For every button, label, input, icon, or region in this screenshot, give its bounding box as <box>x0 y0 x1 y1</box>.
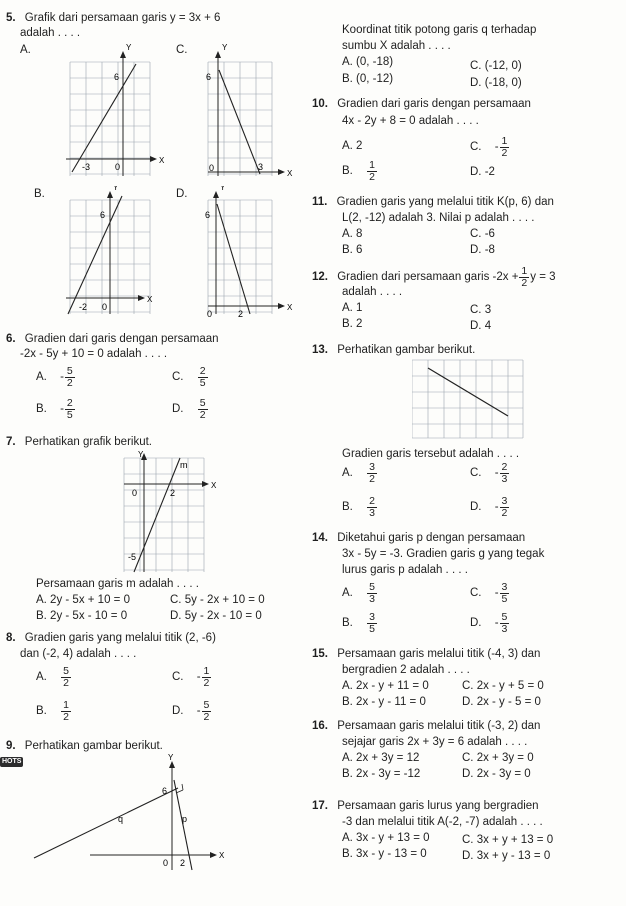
q8-option-d-denominator: 2 <box>203 710 210 723</box>
q11-stem <box>312 196 554 210</box>
q5-graph-a-xlabel: X <box>159 156 165 165</box>
q6-option-d-fraction <box>198 398 208 420</box>
q6-option-a-letter: A. <box>36 371 47 384</box>
q5-graph-d-y-arrow <box>213 191 219 198</box>
q7-graph-origin: 0 <box>132 488 138 498</box>
q13-option-b-fraction <box>367 496 377 518</box>
q6-option-b-denominator: 5 <box>66 408 73 421</box>
q9-number: 9. <box>6 740 16 752</box>
q10-stem-line1: Gradien dari garis dengan persamaan <box>337 98 531 110</box>
q5-stem <box>6 12 220 26</box>
q7-graph-line-label: m <box>180 460 188 470</box>
q7-option-b[interactable]: B. 2y - 5x - 10 = 0 <box>36 610 128 622</box>
q13-number: 13. <box>312 344 328 356</box>
q6-option-b[interactable] <box>36 398 76 420</box>
q14-option-a-numerator: 5 <box>369 581 375 593</box>
q6-option-d-numerator: 5 <box>199 397 206 409</box>
q14-option-b-numerator: 3 <box>369 611 375 623</box>
q14-option-c-letter: C. <box>470 587 482 600</box>
q9-graph-line-q <box>34 788 178 858</box>
q13-option-d-sign: - <box>494 501 499 514</box>
q16-option-c[interactable]: C. 2x + 3y = 0 <box>462 752 534 764</box>
q14-option-d[interactable] <box>470 612 510 634</box>
q8-option-a-letter: A. <box>36 671 47 684</box>
q5-graph-c-x-arrow <box>278 169 285 175</box>
q8-option-a[interactable] <box>36 666 72 688</box>
q13-option-b-letter: B. <box>342 501 353 514</box>
q8-stem-line1: Gradien garis yang melalui titik (2, -6) <box>24 632 216 644</box>
q10-stem <box>312 98 531 112</box>
q5-graph-c-origin: 0 <box>209 163 215 173</box>
q10-option-b-numerator: 1 <box>369 159 375 171</box>
q5-graph-b-xlabel: X <box>147 295 153 304</box>
q6-number: 6. <box>6 333 16 345</box>
q16-option-a[interactable]: A. 2x + 3y = 12 <box>342 752 420 764</box>
q15-number: 15. <box>312 648 328 660</box>
q12-option-a[interactable]: A. 1 <box>342 302 363 314</box>
q6-option-a-sign: - <box>60 371 64 384</box>
q10-option-c-denominator: 2 <box>501 146 508 159</box>
q13-option-c-fraction <box>500 462 510 484</box>
q11-stem-line2: L(2, -12) adalah 3. Nilai p adalah . . . . <box>342 212 535 224</box>
q7-graph-xtick: 2 <box>170 488 176 498</box>
q9-graph-line-q-label: q <box>118 814 124 824</box>
q14-option-a-fraction <box>367 582 377 604</box>
q8-option-d-fraction <box>202 700 212 722</box>
q12-stem-post: y = 3 <box>530 271 556 284</box>
q6-option-c-numerator: 2 <box>199 365 206 377</box>
q8-option-b-denominator: 2 <box>63 710 69 723</box>
q12-option-b[interactable]: B. 2 <box>342 318 363 330</box>
q8-number: 8. <box>6 632 16 644</box>
q6-option-b-sign: - <box>60 403 64 416</box>
q11-number: 11. <box>312 196 328 208</box>
q13-question: Gradien garis tersebut adalah . . . . <box>342 448 520 460</box>
q10-option-c-letter: C. <box>470 141 482 154</box>
q14-option-c-denominator: 5 <box>501 592 508 605</box>
q14-option-a-denominator: 3 <box>369 592 375 605</box>
q9-graph-xlabel: X <box>219 851 225 860</box>
q13-option-a-denominator: 2 <box>369 472 375 485</box>
q13-option-a-letter: A. <box>342 467 353 480</box>
q7-option-d[interactable]: D. 5y - 2x - 10 = 0 <box>170 610 262 622</box>
q10-option-b-letter: B. <box>342 165 353 178</box>
q9-graph-ytick: 6 <box>162 786 168 796</box>
q9-graph-xtick: 2 <box>180 858 186 868</box>
q13-option-d-denominator: 2 <box>501 506 508 519</box>
q5-option-b-letter[interactable]: B. <box>34 188 45 200</box>
q5-graph-a-x-arrow <box>150 156 157 162</box>
q6-option-d-letter: D. <box>172 403 184 416</box>
q8-option-a-fraction <box>61 666 71 688</box>
q10-stem-line2: 4x - 2y + 8 = 0 adalah . . . . <box>342 115 479 127</box>
q13-option-a-numerator: 3 <box>369 461 375 473</box>
q5-graph-b-ytick: 6 <box>100 210 106 220</box>
q5-graph-c-ytick: 6 <box>206 72 212 82</box>
q13-graph-grid <box>412 360 523 438</box>
q5-graph-a-y-arrow <box>120 51 126 58</box>
q12-stem-numerator: 1 <box>521 265 528 277</box>
q9-stem-text: Perhatikan gambar berikut. <box>24 740 163 752</box>
q13-graph <box>412 358 524 440</box>
q13-option-c-denominator: 3 <box>501 472 508 485</box>
q8-option-b-numerator: 1 <box>63 699 69 711</box>
q14-option-a[interactable] <box>342 582 378 604</box>
q12-number: 12. <box>312 271 328 284</box>
q9-graph-origin: 0 <box>163 858 169 868</box>
q14-option-d-sign: - <box>494 617 499 630</box>
q14-option-c-numerator: 3 <box>501 581 508 593</box>
q9-graph-right-angle-2 <box>182 784 183 790</box>
q11-option-a[interactable]: A. 8 <box>342 228 363 240</box>
q5-graph-c-xlabel: X <box>287 169 293 178</box>
q11-option-c[interactable]: C. -6 <box>470 228 495 240</box>
q13-option-c-sign: - <box>494 467 499 480</box>
q17-stem <box>312 800 539 814</box>
q8-option-c-sign: - <box>196 671 201 684</box>
q17-stem-line1: Persamaan garis lurus yang bergradien <box>337 800 539 812</box>
q14-stem-line3: lurus garis p adalah . . . . <box>342 564 468 576</box>
q8-option-c-letter: C. <box>172 671 184 684</box>
q5-graph-d-grid <box>208 200 272 314</box>
q13-option-c-numerator: 2 <box>501 461 508 473</box>
q8-stem-line2: dan (-2, 4) adalah . . . . <box>20 648 137 660</box>
q13-option-b-denominator: 3 <box>369 506 375 519</box>
q17-option-b[interactable]: B. 3x - y - 13 = 0 <box>342 848 427 860</box>
q7-number: 7. <box>6 436 16 448</box>
q7-stem-text: Perhatikan grafik berikut. <box>24 436 152 448</box>
q15-option-b[interactable]: B. 2x - y - 11 = 0 <box>342 696 426 708</box>
q14-stem <box>312 532 525 546</box>
q15-option-c[interactable]: C. 2x - y + 5 = 0 <box>462 680 544 692</box>
q7-option-c[interactable]: C. 5y - 2x + 10 = 0 <box>170 594 265 606</box>
q16-option-b[interactable]: B. 2x - 3y = -12 <box>342 768 421 780</box>
q16-stem-line2: sejajar garis 2x + 3y = 6 adalah . . . . <box>342 736 528 748</box>
q5-graph-d-origin: 0 <box>207 309 213 319</box>
q9-graph <box>30 754 230 874</box>
q8-option-d-numerator: 5 <box>203 699 210 711</box>
q14-option-a-letter: A. <box>342 587 353 600</box>
q14-option-b-letter: B. <box>342 617 353 630</box>
q9-question-line2: sumbu X adalah . . . . <box>342 40 451 52</box>
q6-option-c[interactable] <box>172 366 209 388</box>
q5-graph-b-ylabel: Y <box>113 186 119 192</box>
q13-option-c-letter: C. <box>470 467 482 480</box>
q8-stem <box>6 632 216 646</box>
q5-graph-d-xlabel: X <box>287 303 293 312</box>
q17-number: 17. <box>312 800 328 812</box>
q9-option-d[interactable]: D. (-18, 0) <box>470 77 522 89</box>
q15-option-d[interactable]: D. 2x - y - 5 = 0 <box>462 696 541 708</box>
q14-option-b-denominator: 5 <box>369 622 375 635</box>
q5-graph-a-xtick: -3 <box>82 162 91 172</box>
q7-graph <box>110 450 222 576</box>
q10-option-d[interactable]: D. -2 <box>470 166 495 178</box>
q5-graph-a-ylabel: Y <box>126 43 132 52</box>
q9-graph-line-p-label: p <box>182 814 188 824</box>
q17-stem-line2: -3 dan melalui titik A(-2, -7) adalah . . . . <box>342 816 543 828</box>
q6-option-c-fraction <box>198 366 208 388</box>
q12-option-d[interactable]: D. 4 <box>470 320 492 332</box>
q5-option-a-letter[interactable]: A. <box>20 44 31 56</box>
q7-graph-ytick: -5 <box>128 552 137 562</box>
q12-stem <box>312 266 556 288</box>
q9-graph-ylabel: Y <box>168 754 174 762</box>
q9-option-b[interactable]: B. (0, -12) <box>342 73 394 85</box>
q5-graph-c <box>198 42 298 182</box>
q6-stem-line2: -2x - 5y + 10 = 0 adalah . . . . <box>20 348 168 360</box>
q8-option-c[interactable] <box>172 666 212 688</box>
q16-number: 16. <box>312 720 328 732</box>
q14-option-d-denominator: 3 <box>501 622 508 635</box>
q6-option-a-denominator: 2 <box>66 376 73 389</box>
q7-graph-x-arrow <box>202 481 209 487</box>
q7-graph-xlabel: X <box>211 481 217 490</box>
q5-graph-a <box>62 42 174 182</box>
q14-option-c-sign: - <box>494 587 499 600</box>
q10-option-c[interactable] <box>470 136 510 158</box>
q14-option-d-letter: D. <box>470 617 482 630</box>
q7-option-a[interactable]: A. 2y - 5x + 10 = 0 <box>36 594 130 606</box>
q15-stem <box>312 648 540 662</box>
q9-stem <box>6 740 163 754</box>
q10-option-b-fraction <box>367 160 377 182</box>
q10-option-c-sign: - <box>494 141 499 154</box>
q5-graph-b <box>62 186 174 320</box>
q5-number: 5. <box>6 12 16 24</box>
q13-stem-text: Perhatikan gambar berikut. <box>337 344 476 356</box>
q7-stem <box>6 436 152 450</box>
q13-option-d-letter: D. <box>470 501 482 514</box>
q6-option-a-numerator: 5 <box>66 365 73 377</box>
q10-option-c-numerator: 1 <box>501 135 508 147</box>
q6-stem-line1: Gradien dari garis dengan persamaan <box>24 333 219 345</box>
q12-stem-denominator: 2 <box>521 276 528 289</box>
q5-graph-a-origin: 0 <box>115 162 121 172</box>
q6-option-a-fraction <box>65 366 75 388</box>
q14-stem-line2: 3x - 5y = -3. Gradien garis g yang tegak <box>342 548 545 560</box>
q12-stem-line2: adalah . . . . <box>342 286 403 298</box>
q16-stem <box>312 720 540 734</box>
q8-option-b-fraction <box>61 700 71 722</box>
q5-stem-line2: adalah . . . . <box>20 27 81 39</box>
q9-graph-y-arrow <box>169 761 175 768</box>
q7-question: Persamaan garis m adalah . . . . <box>36 578 199 590</box>
q15-stem-line1: Persamaan garis melalui titik (-4, 3) dan <box>337 648 541 660</box>
q8-option-c-denominator: 2 <box>203 676 210 689</box>
q6-option-c-denominator: 5 <box>199 376 206 389</box>
q9-graph-x-arrow <box>210 852 217 858</box>
q5-graph-d-xtick: 2 <box>238 309 244 319</box>
q6-stem <box>6 333 219 347</box>
q5-graph-a-ytick: 6 <box>114 72 120 82</box>
hots-badge: HOTS <box>0 757 23 767</box>
q10-option-a[interactable]: A. 2 <box>342 140 363 152</box>
q6-option-c-letter: C. <box>172 371 184 384</box>
q7-graph-ylabel: Y <box>138 450 144 459</box>
q5-option-d-letter[interactable]: D. <box>176 188 188 200</box>
q14-option-c-fraction <box>500 582 510 604</box>
q13-option-d-numerator: 3 <box>501 495 508 507</box>
q5-graph-b-y-arrow <box>107 191 113 198</box>
q13-option-b-numerator: 2 <box>369 495 375 507</box>
q5-graph-d-ylabel: Y <box>220 186 226 192</box>
q8-option-c-numerator: 1 <box>203 665 210 677</box>
q5-graph-c-ylabel: Y <box>222 43 228 52</box>
q13-option-a[interactable] <box>342 462 378 484</box>
q6-option-d[interactable] <box>172 398 209 420</box>
q17-option-a[interactable]: A. 3x - y + 13 = 0 <box>342 832 430 844</box>
q11-option-d[interactable]: D. -8 <box>470 244 495 256</box>
q6-option-a[interactable] <box>36 366 76 388</box>
q14-stem-line1: Diketahui garis p dengan persamaan <box>337 532 526 544</box>
q5-graph-b-xtick: -2 <box>79 302 88 312</box>
q11-option-b[interactable]: B. 6 <box>342 244 363 256</box>
q13-option-d-fraction <box>500 496 510 518</box>
q14-option-b[interactable] <box>342 612 378 634</box>
q14-option-b-fraction <box>367 612 377 634</box>
q8-option-b-letter: B. <box>36 705 47 718</box>
q5-graph-c-line <box>219 70 260 174</box>
q13-option-d[interactable] <box>470 496 510 518</box>
q5-stem-line1: Grafik dari persamaan garis y = 3x + 6 <box>24 12 221 24</box>
q13-option-b[interactable] <box>342 496 378 518</box>
q5-option-c-letter[interactable]: C. <box>176 44 188 56</box>
q12-stem-fraction <box>519 266 529 288</box>
q5-graph-d <box>198 186 298 320</box>
q8-option-a-denominator: 2 <box>63 676 69 689</box>
q9-option-c[interactable]: C. (-12, 0) <box>470 60 522 72</box>
q17-option-d[interactable]: D. 3x + y - 13 = 0 <box>462 850 551 862</box>
q15-option-a[interactable]: A. 2x - y + 11 = 0 <box>342 680 429 692</box>
q13-option-a-fraction <box>367 462 377 484</box>
q8-option-b[interactable] <box>36 700 72 722</box>
q14-number: 14. <box>312 532 328 544</box>
q6-option-b-letter: B. <box>36 403 47 416</box>
q10-option-c-fraction <box>500 136 510 158</box>
q5-graph-d-line <box>217 204 250 314</box>
q8-option-c-fraction <box>202 666 212 688</box>
q9-question-line1: Koordinat titik potong garis q terhadap <box>342 24 537 36</box>
q12-option-c[interactable]: C. 3 <box>470 304 492 316</box>
q6-option-b-fraction <box>65 398 75 420</box>
q16-stem-line1: Persamaan garis melalui titik (-3, 2) dan <box>337 720 541 732</box>
q10-number: 10. <box>312 98 328 110</box>
q17-option-c[interactable]: C. 3x + y + 13 = 0 <box>462 834 554 846</box>
q9-graph-right-angle-1 <box>176 790 183 793</box>
q5-graph-b-origin: 0 <box>102 302 108 312</box>
q12-stem-pre: Gradien dari persamaan garis -2x + <box>337 271 519 284</box>
q13-option-c[interactable] <box>470 462 510 484</box>
q11-stem-line1: Gradien garis yang melalui titik K(p, 6) dan <box>336 196 554 208</box>
q5-graph-c-y-arrow <box>215 51 221 58</box>
q8-option-d-letter: D. <box>172 705 184 718</box>
q16-option-d[interactable]: D. 2x - 3y = 0 <box>462 768 531 780</box>
q10-option-b-denominator: 2 <box>369 170 375 183</box>
q8-option-d[interactable] <box>172 700 212 722</box>
q15-stem-line2: bergradien 2 adalah . . . . <box>342 664 470 676</box>
q9-graph-line-p <box>174 780 192 870</box>
q8-option-d-sign: - <box>196 705 201 718</box>
q7-graph-line-m <box>134 458 180 572</box>
q5-graph-c-xtick: 3 <box>258 162 264 172</box>
q5-graph-a-line <box>72 64 136 172</box>
q5-graph-d-ytick: 6 <box>205 210 211 220</box>
q14-option-c[interactable] <box>470 582 510 604</box>
q10-option-b[interactable] <box>342 160 378 182</box>
q14-option-d-fraction <box>500 612 510 634</box>
q8-option-a-numerator: 5 <box>63 665 69 677</box>
q6-option-d-denominator: 2 <box>199 408 206 421</box>
q9-option-a[interactable]: A. (0, -18) <box>342 56 394 68</box>
q13-stem <box>312 344 475 358</box>
q6-option-b-numerator: 2 <box>66 397 73 409</box>
q5-graph-d-x-arrow <box>278 303 285 309</box>
q14-option-d-numerator: 5 <box>501 611 508 623</box>
